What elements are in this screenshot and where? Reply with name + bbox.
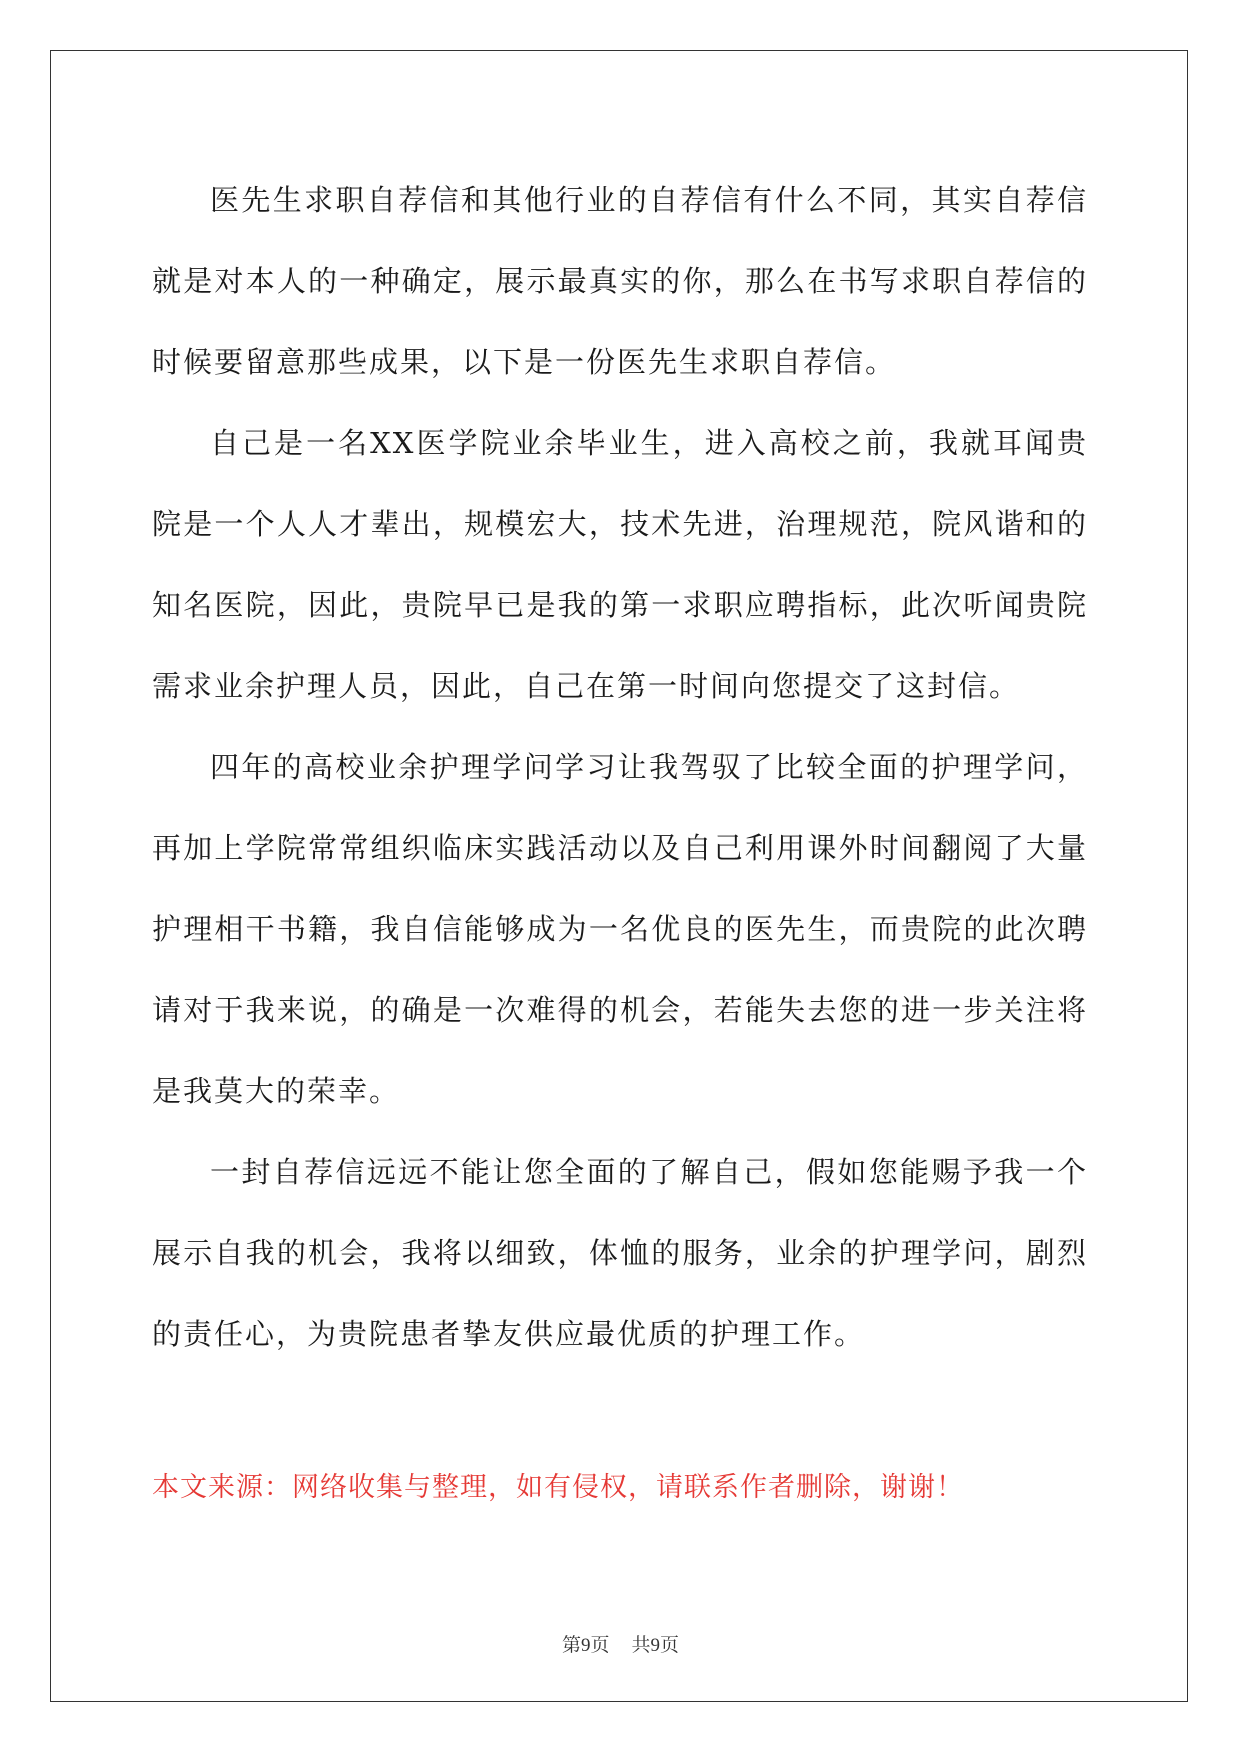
page-footer bbox=[0, 1630, 1241, 1657]
source-note: 本文来源：网络收集与整理，如有侵权，请联系作者删除，谢谢！ bbox=[152, 1472, 964, 1503]
page-number-total: 共9页 bbox=[631, 1635, 680, 1656]
paragraph-self-introduction: 自己是一名XX医学院业余毕业生，进入高校之前，我就耳闻贵院是一个人人才辈出，规模宏大，技术先进，治理规范，院风谐和的知名医院，因此，贵院早已是我的第一求职应聘指标，此次听闻贵院需求业余护理人员，因此，自己在第一时间向您提交了这封信。 bbox=[152, 426, 1088, 703]
paragraph-closing: 一封自荐信远远不能让您全面的了解自己，假如您能赐予我一个展示自我的机会，我将以细致，体恤的服务，业余的护理学问，剧烈的责任心，为贵院患者挚友供应最优质的护理工作。 bbox=[152, 1155, 1088, 1351]
paragraph-education: 四年的高校业余护理学问学习让我驾驭了比较全面的护理学问，再加上学院常常组织临床实践活动以及自己利用课外时间翻阅了大量护理相干书籍，我自信能够成为一名优良的医先生，而贵院的此次聘请对于我来说，的确是一次难得的机会，若能失去您的进一步关注将是我莫大的荣幸。 bbox=[152, 750, 1088, 1108]
document-body bbox=[152, 160, 1088, 1375]
page-number-current: 第9页 bbox=[561, 1635, 610, 1656]
paragraph-intro: 医先生求职自荐信和其他行业的自荐信有什么不同，其实自荐信就是对本人的一种确定，展示最真实的你，那么在书写求职自荐信的时候要留意那些成果，以下是一份医先生求职自荐信。 bbox=[152, 183, 1088, 379]
